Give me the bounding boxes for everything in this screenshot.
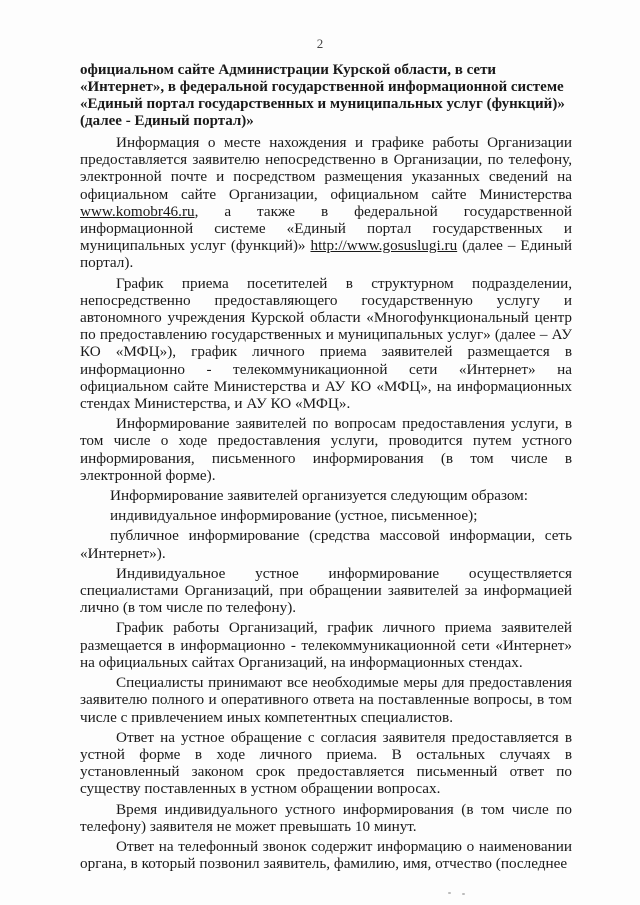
- paragraph-individual: индивидуальное информирование (устное, письменное);: [110, 507, 478, 525]
- scan-artifact: [448, 892, 451, 894]
- page-number: 2: [316, 36, 324, 51]
- document-body: [80, 62, 572, 875]
- section-heading: официальном сайте Администрации Курской области, в сети «Интернет», в федеральной государственной информационной системе «Единый портал государственных и муниципальных услуг (функций)» (далее - Единый портал)»: [80, 62, 565, 129]
- scan-artifact: [462, 893, 465, 895]
- paragraph-schedule: График приема посетителей в структурном подразделении, непосредственно предоставляющего государственную услугу и автономного учреждения Курской области «Многофункциональный центр по предоставлению государственных и муниципальных услуг» (далее – АУ КО «МФЦ»), график личного приема заявителей размещается в информационно - телекоммуникационной сети «Интернет» на официальном сайте Министерства и АУ КО «МФЦ», на информационных стендах Министерства, и АУ КО «МФЦ».: [80, 274, 572, 413]
- paragraph-location-info: [80, 134, 572, 272]
- paragraph-specialists: Специалисты принимают все необходимые меры для предоставления заявителю полного и оперативного ответа на поставленные вопросы, в том числе с привлечением иных компетентных специалистов.: [80, 674, 572, 726]
- paragraph-public: публичное информирование (средства массовой информации, сеть «Интернет»).: [80, 527, 572, 562]
- paragraph-time-limit: Время индивидуального устного информирования (в том числе по телефону) заявителя не может превышать 10 минут.: [80, 800, 572, 835]
- paragraph-oral-response: Ответ на устное обращение с согласия заявителя предоставляется в устной форме в ходе личного приема. В остальных случаях в установленный законом срок предоставляется письменный ответ по существу поставленных в устном обращении вопросах.: [80, 728, 572, 798]
- paragraph-oral-informing: Индивидуальное устное информирование осуществляется специалистами Организаций, при обращении заявителей за информацией лично (в том числе по телефону).: [80, 564, 572, 617]
- gosuslugi-link[interactable]: http://www.gosuslugi.ru: [310, 237, 458, 255]
- paragraph-work-schedule: График работы Организаций, график личного приема заявителей размещается в информационно - телекоммуникационной сети «Интернет» на официальных сайтах Организаций, на информационных стендах.: [80, 619, 572, 671]
- ministry-website-link[interactable]: www.komobr46.ru: [80, 202, 195, 220]
- paragraph-text: Информация о месте нахождения и графике работы Организации предоставляется заявителю непосредственно в Организации, по телефону, электронной почте и посредством размещения указанных сведений на официальном сайте Организации, официальном сайте Министерства: [80, 134, 572, 203]
- paragraph-text: , а также в федеральной государственной информационной системе «Единый портал государственных и муниципальных услуг (функций)»: [80, 202, 572, 255]
- paragraph-text: (далее – Единый портал).: [80, 237, 573, 272]
- paragraph-organization: Информирование заявителей организуется следующим образом:: [110, 487, 529, 505]
- paragraph-phone-answer: Ответ на телефонный звонок содержит информацию о наименовании органа, в который позвонил заявитель, фамилию, имя, отчество (последнее: [80, 837, 572, 873]
- paragraph-informing: Информирование заявителей по вопросам предоставления услуги, в том числе о ходе предоставления услуги, проводится путем устного информирования, письменного информирования (в том числе в электронной форме).: [80, 415, 572, 484]
